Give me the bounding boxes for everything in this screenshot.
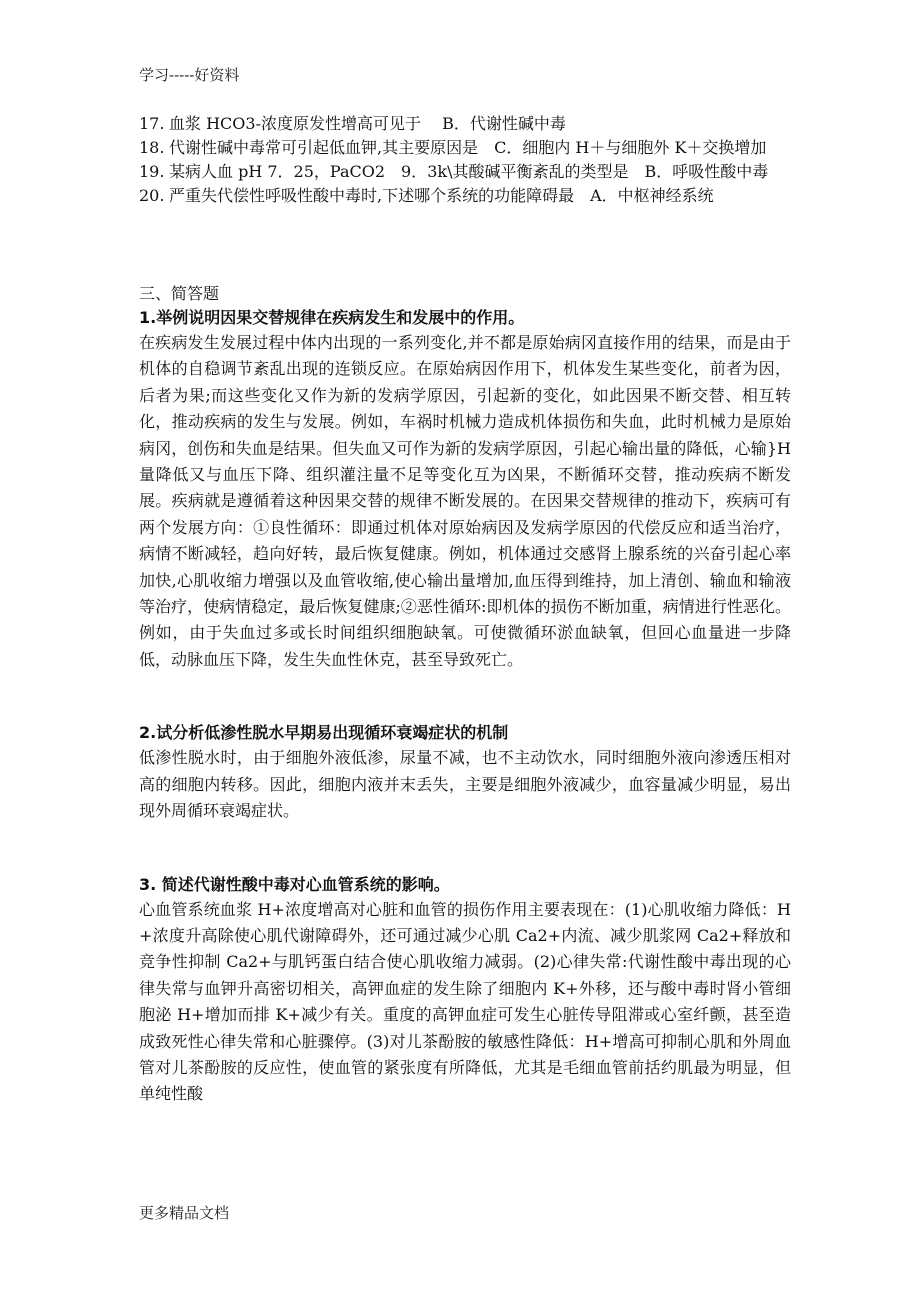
question-text: 某病人血 pH 7．25，PaCO2 9．3k\其酸碱平衡紊乱的类型是 B．呼吸性酸中毒 bbox=[169, 162, 769, 181]
answer-title: 3. 简述代谢性酸中毒对心血管系统的影响。 bbox=[139, 874, 450, 894]
document-content bbox=[139, 112, 791, 1108]
page-footer: 更多精品文档 bbox=[139, 1204, 230, 1222]
question-number: 18. bbox=[139, 138, 165, 157]
answer-body: 低渗性脱水时，由于细胞外液低渗，尿量不减，也不主动饮水，同时细胞外液向渗透压相对高的细胞内转移。因此，细胞内液并末丢失，主要是细胞外液减少，血容量减少明显，易出现外周循环衰竭症状。 bbox=[139, 748, 791, 821]
answer-body: 心血管系统血浆 H+浓度增高对心脏和血管的损伤作用主要表现在：(1)心肌收缩力降低：H+浓度升高除使心肌代谢障碍外，还可通过减少心肌 Ca2+内流、减少肌浆网 Ca2+释放和竞争性抑制 Ca2+与肌钙蛋白结合使心肌收缩力减弱。(2)心律失常:代谢性酸中毒出现的心律失常与血钾升高密切相关，高钾血症的发生除了细胞内 K+外移，还与酸中毒时肾小管细胞泌 H+增加而排 K+减少有关。重度的高钾血症可发生心脏传导阻滞或心室纤颤，甚至造成致死性心律失常和心脏骤停。(3)对儿茶酚胺的敏感性降低：H+增高可抑制心肌和外周血管对儿茶酚胺的反应性，使血管的紧张度有所降低，尤其是毛细血管前括约肌最为明显，但单纯性酸 bbox=[139, 899, 791, 1104]
question-number: 17. bbox=[139, 114, 165, 133]
question-item bbox=[139, 184, 791, 208]
question-item bbox=[139, 136, 791, 160]
question-text: 严重失代偿性呼吸性酸中毒时,下述哪个系统的功能障碍最 A．中枢神经系统 bbox=[169, 186, 714, 205]
question-text: 代谢性碱中毒常可引起低血钾,其主要原因是 C．细胞内 H＋与细胞外 K＋交换增加 bbox=[169, 138, 767, 157]
answer-title: 2.试分析低渗性脱水早期易出现循环衰竭症状的机制 bbox=[139, 723, 509, 743]
answer-block bbox=[139, 306, 791, 673]
question-item bbox=[139, 160, 791, 184]
answer-body: 在疾病发生发展过程中体内出现的一系列变化,并不都是原始病冈直接作用的结果，而是由于机体的自稳调节紊乱出现的连锁反应。在原始病因作用下，机体发生某些变化，前者为因，后者为果;而这些变化又作为新的发病学原因，引起新的变化，如此因果不断交替、相互转化，推动疾病的发生与发展。例如，车祸时机械力造成机体损伤和失血，此时机械力是原始病冈，创伤和失血是结果。但失血又可作为新的发病学原因，引起心输出量的降低，心输}H 量降低又与血压下降、组织灌注量不足等变化互为凶果，不断循环交替，推动疾病不断发展。疾病就是遵循着这种因果交替的规律不断发展的。在因果交替规律的推动下，疾病可有两个发展方向：①良性循环：即通过机体对原始病因及发病学原因的代偿反应和适当治疗，病情不断减轻，趋向好转，最后恢复健康。例如，机体通过交感肾上腺系统的兴奋引起心率加快,心肌收缩力增强以及血管收缩,使心输出量增加,血压得到维持，加上清创、输血和输液等治疗，使病情稳定，最后恢复健康;②恶性循环:即机体的损伤不断加重，病情进行性恶化。例如，由于失血过多或长时间组织细胞缺氧。可使微循环淤血缺氧，但回心血量进一步降低，动脉血压下降，发生失血性休克，甚至导致死亡。 bbox=[139, 333, 791, 669]
question-item bbox=[139, 112, 791, 136]
question-number: 19. bbox=[139, 162, 165, 181]
answer-block bbox=[139, 873, 791, 1108]
section-heading: 三、简答题 bbox=[139, 284, 220, 303]
answer-block bbox=[139, 721, 791, 824]
question-number: 20. bbox=[139, 186, 165, 205]
question-list bbox=[139, 112, 791, 208]
question-text: 血浆 HCO3-浓度原发性增高可见于 B．代谢性碱中毒 bbox=[169, 114, 566, 133]
answer-title: 1.举例说明因果交替规律在疾病发生和发展中的作用。 bbox=[139, 308, 525, 327]
page-header: 学习-----好资料 bbox=[139, 66, 240, 84]
